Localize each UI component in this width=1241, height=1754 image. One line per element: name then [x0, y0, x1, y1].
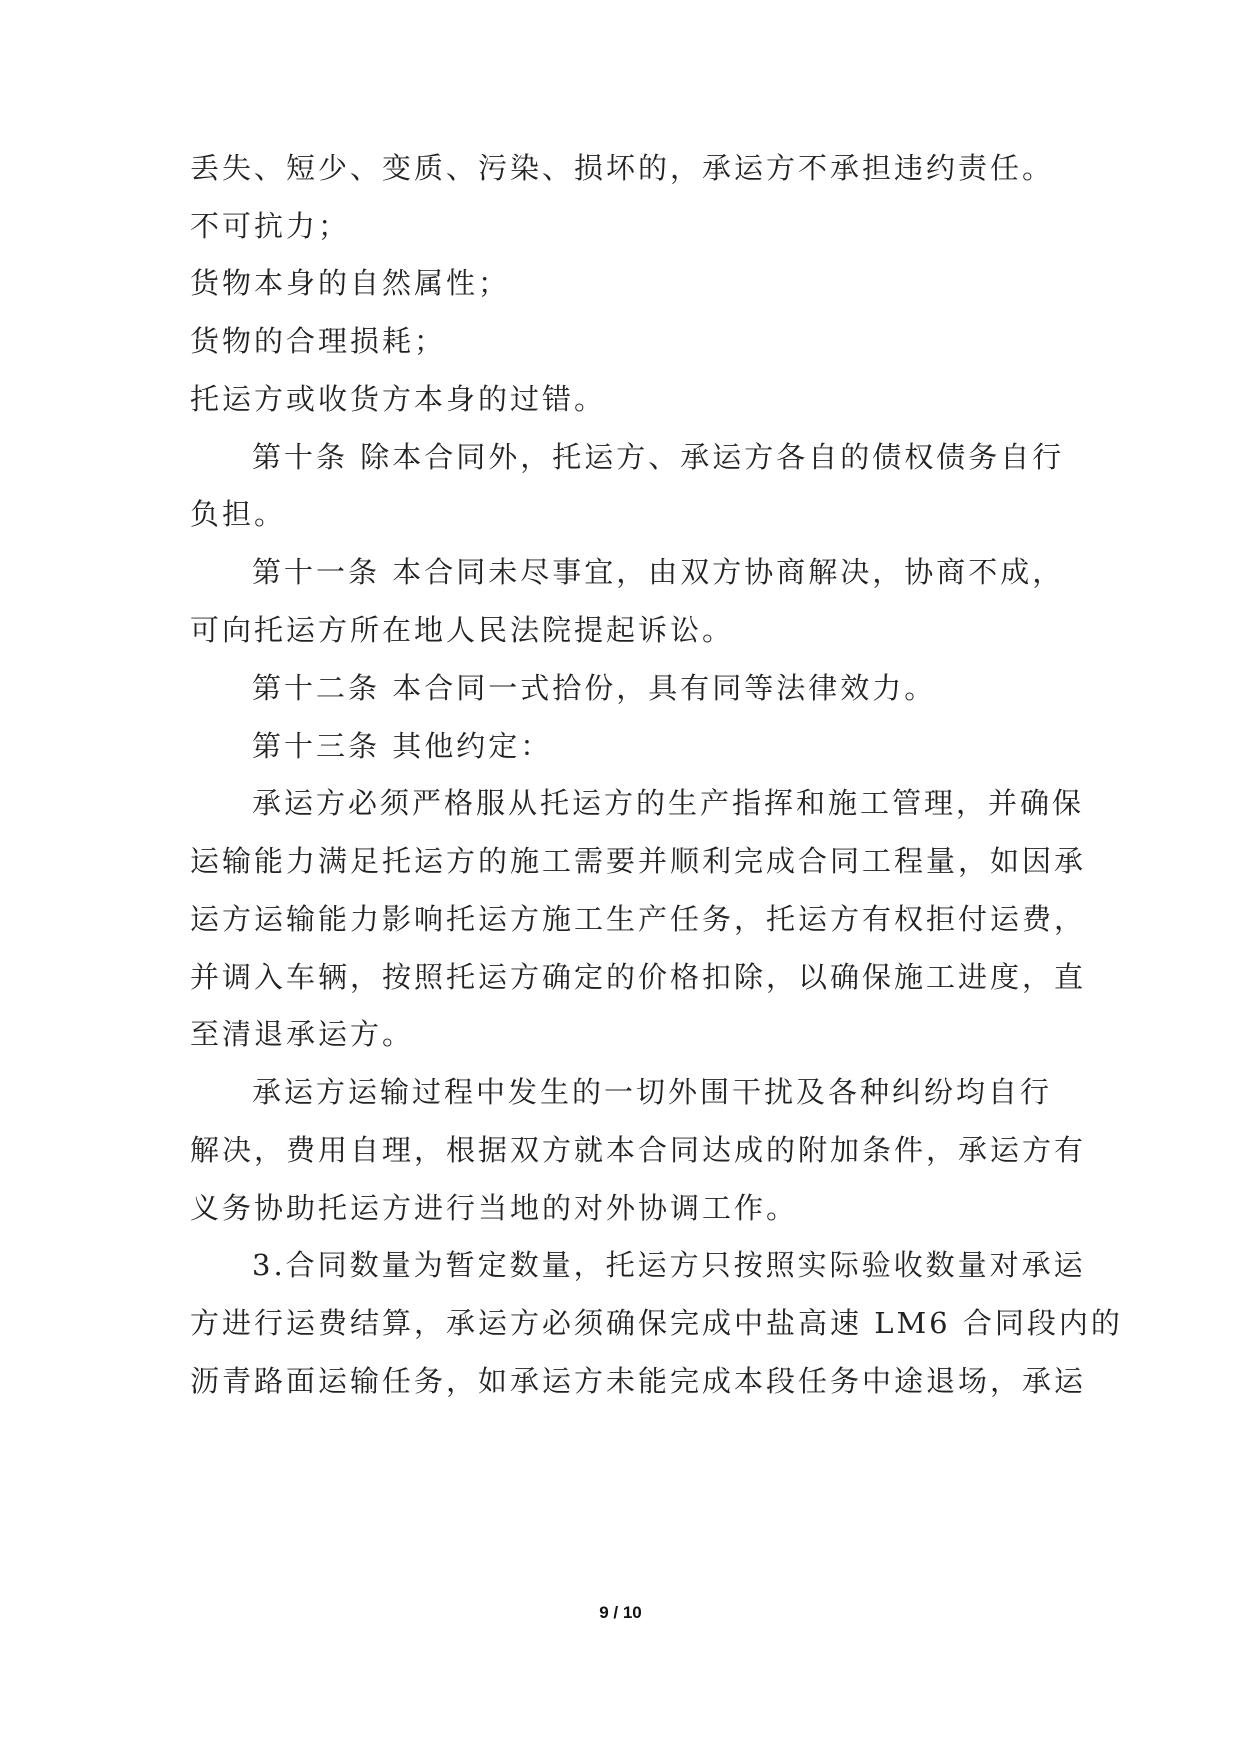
article-11-line-2: 可向托运方所在地人民法院提起诉讼。: [190, 613, 735, 647]
article-10-line-2: 负担。: [190, 497, 287, 531]
text-line-2: 不可抗力；: [190, 209, 351, 243]
article-12-line: 第十二条 本合同一式拾份，具有同等法律效力。: [252, 671, 937, 705]
paragraph-1-line-1: 承运方必须严格服从托运方的生产指挥和施工管理，并确保: [252, 786, 1085, 820]
text-line-5: 托运方或收货方本身的过错。: [190, 382, 607, 416]
text-line-4: 货物的合理损耗；: [190, 324, 447, 358]
paragraph-3-line-1: 3.合同数量为暂定数量，托运方只按照实际验收数量对承运: [252, 1248, 1086, 1282]
text-line-3: 货物本身的自然属性；: [190, 266, 511, 300]
paragraph-2-line-1: 承运方运输过程中发生的一切外围干扰及各种纠纷均自行: [252, 1075, 1053, 1109]
article-13-line: 第十三条 其他约定：: [252, 729, 553, 763]
article-10-line-1: 第十条 除本合同外，托运方、承运方各自的债权债务自行: [252, 440, 1065, 474]
paragraph-1-line-4: 并调入车辆，按照托运方确定的价格扣除，以确保施工进度，直: [190, 960, 1087, 994]
article-11-line-1: 第十一条 本合同未尽事宜，由双方协商解决，协商不成，: [252, 555, 1065, 589]
page-number: 9 / 10: [599, 1603, 642, 1622]
paragraph-1-line-5: 至清退承运方。: [190, 1017, 415, 1051]
paragraph-1-line-2: 运输能力满足托运方的施工需要并顺利完成合同工程量，如因承: [190, 844, 1087, 878]
paragraph-3-line-2: 方进行运费结算，承运方必须确保完成中盐高速 LM6 合同段内的: [190, 1306, 1123, 1340]
paragraph-2-line-2: 解决，费用自理，根据双方就本合同达成的附加条件，承运方有: [190, 1133, 1087, 1167]
paragraph-2-line-3: 义务协助托运方进行当地的对外协调工作。: [190, 1191, 799, 1225]
paragraph-3-line-3: 沥青路面运输任务，如承运方未能完成本段任务中途退场，承运: [190, 1364, 1087, 1398]
text-line-1: 丢失、短少、变质、污染、损坏的，承运方不承担违约责任。: [190, 151, 1055, 185]
paragraph-1-line-3: 运方运输能力影响托运方施工生产任务，托运方有权拒付运费，: [190, 902, 1087, 936]
